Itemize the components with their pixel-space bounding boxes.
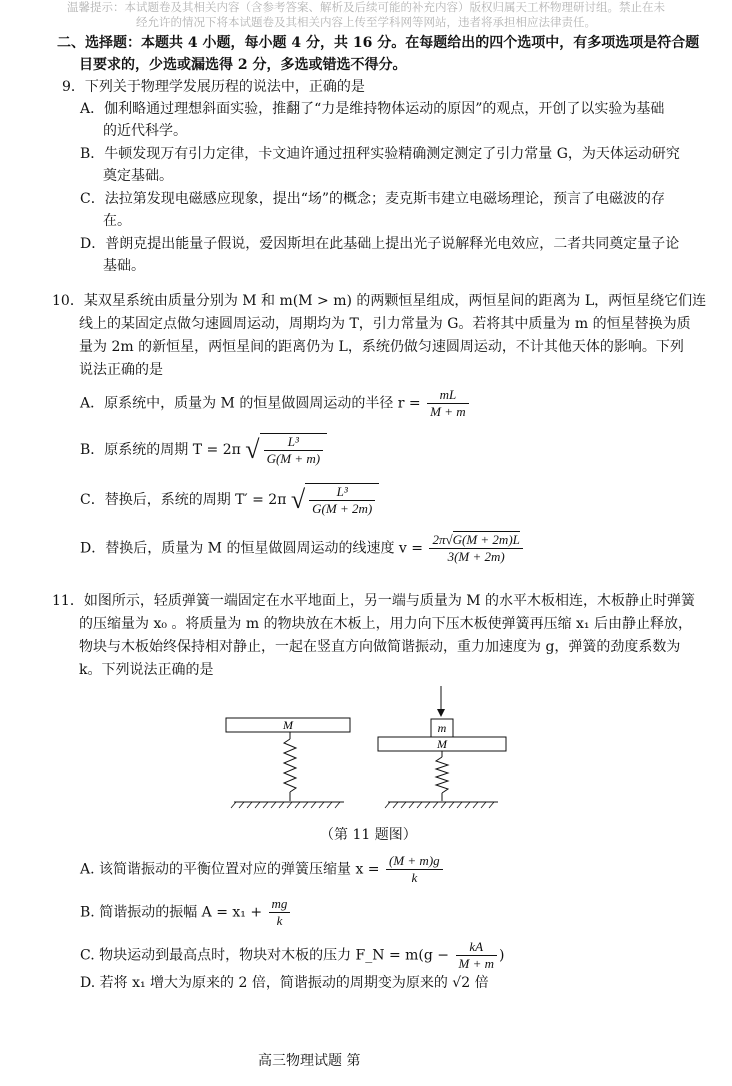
fig-force-arrowhead [437, 709, 445, 717]
q11-stem-line1: 11．如图所示，轻质弹簧一端固定在水平地面上，另一端与质量为 M 的水平木板相连，木板静止时弹簧 [52, 593, 696, 609]
q10-stem-line3: 量为 2m 的新恒星，两恒星间的距离仍为 L，系统仍做匀速圆周运动，不计其他天体的影响。下列 [79, 339, 684, 355]
q10-c-sqrt: √ $\frac{\text{L³}}{G(M + 2m)}$ [291, 483, 379, 517]
q10-c-numerator: L³ [309, 484, 375, 501]
q10-d-numerator: 2π√G(M + 2m)L [429, 532, 522, 549]
q11-c-close-paren: ) [499, 947, 505, 964]
q10-stem-line4: 说法正确的是 [79, 362, 163, 378]
q10-c-fraction [309, 484, 375, 517]
q9-option-b: B．牛顿发现万有引力定律，卡文迪许通过扭秤实验精确测定测定了引力常量 G，为天体运动研究 [80, 146, 680, 162]
page-footer: 高三物理试题 第 [258, 1053, 361, 1069]
q10-b-fraction [264, 434, 324, 467]
q10-b-sqrt: √ $\frac{\text{L³}}{G(M + m)}$ [245, 433, 327, 467]
q10-a-denominator: M + m [430, 404, 466, 419]
q10-d-text: D．替换后，质量为 M 的恒星做圆周运动的线速度 v = [80, 540, 423, 557]
q10-option-c [80, 483, 379, 517]
q10-a-fraction [427, 387, 469, 420]
section-heading: 二、选择题：本题共 4 小题，每小题 4 分，共 16 分。在每题给出的四个选项中，有多项选项是符合题 [57, 35, 700, 51]
fig-right-ground-hatch [385, 802, 494, 808]
fig-left-ground-hatch [231, 802, 340, 808]
q9-option-b-cont: 奠定基础。 [103, 168, 173, 184]
q11-figure-caption: （第 11 题图） [320, 827, 417, 843]
q11-b-fraction [269, 896, 291, 929]
q9-option-a: A．伽利略通过理想斜面实验，推翻了“力是维持物体运动的原因”的观点，开创了以实验为基础 [80, 101, 665, 117]
q9-option-d: D．普朗克提出能量子假说，爱因斯坦在此基础上提出光子说解释光电效应，二者共同奠定量子论 [80, 236, 680, 252]
q10-option-b [80, 433, 327, 467]
q11-a-numerator: (M + m)g [386, 853, 443, 870]
q11-a-denominator: k [411, 870, 418, 885]
q11-c-denominator: M + m [458, 956, 494, 971]
q11-stem-line2: 的压缩量为 x₀ 。将质量为 m 的物块放在木板上，用力向下压木板使弹簧再压缩 x₁ 后由静止释放， [79, 616, 692, 632]
q11-figure [0, 684, 732, 814]
q11-option-a [80, 853, 445, 886]
q9-option-c: C．法拉第发现电磁感应现象，提出“场”的概念；麦克斯韦建立电磁场理论，预言了电磁波的存 [80, 191, 666, 207]
q10-stem-line1: 10．某双星系统由质量分别为 M 和 m(M > m) 的两颗恒星组成，两恒星间的距离为 L，两恒星绕它们连 [52, 293, 707, 309]
q10-option-d [80, 532, 525, 565]
q10-a-text: A．原系统中，质量为 M 的恒星做圆周运动的半径 r = [80, 395, 421, 412]
q9-option-c-cont: 在。 [103, 213, 131, 229]
q11-option-b [80, 896, 292, 929]
q11-a-fraction [386, 853, 443, 886]
q11-a-text: A. 该简谐振动的平衡位置对应的弹簧压缩量 x = [80, 861, 380, 878]
fig-left-spring [284, 739, 296, 792]
q10-b-numerator: L³ [264, 434, 324, 451]
fig-left-board-label: M [283, 718, 293, 732]
q11-stem-line4: k。下列说法正确的是 [79, 662, 214, 678]
q11-b-text: B. 简谐振动的振幅 A = x₁ + [80, 904, 263, 921]
copyright-notice-line1: 温馨提示：本试题卷及其相关内容（含参考答案、解析及后续可能的补充内容）版权归属天工杯物理研讨组。禁止在未 [67, 0, 665, 14]
q11-b-numerator: mg [269, 896, 291, 913]
q11-option-d: D. 若将 x₁ 增大为原来的 2 倍，简谐振动的周期变为原来的 √2 倍 [80, 975, 489, 991]
fig-block-m-label: m [437, 721, 447, 735]
copyright-notice-line2: 经允许的情况下将本试题卷及其相关内容上传至学科网等网站，违者将承担相应法律责任。 [136, 15, 596, 29]
section-heading-cont: 目要求的，少选或漏选得 2 分，多选或错选不得分。 [79, 57, 407, 73]
q9-option-a-cont: 的近代科学。 [103, 123, 187, 139]
q10-stem-line2: 线上的某固定点做匀速圆周运动，周期均为 T，引力常量为 G。若将其中质量为 m 的恒星替换为质 [79, 316, 691, 332]
q11-c-text: C. 物块运动到最高点时，物块对木板的压力 F_N = m(g − [80, 947, 450, 964]
q10-b-text: B．原系统的周期 T = 2π [80, 442, 241, 458]
q11-stem-line3: 物块与木板始终保持相对静止，一起在竖直方向做简谐振动，重力加速度为 g，弹簧的劲度系数为 [79, 639, 681, 655]
fig-right-spring [436, 757, 448, 793]
q10-d-fraction [429, 532, 522, 565]
q10-c-denominator: G(M + 2m) [312, 501, 373, 516]
q10-c-text: C．替换后，系统的周期 T′ = 2π [80, 492, 287, 508]
q10-d-denominator: 3(M + 2m) [447, 549, 505, 564]
q11-option-c [80, 939, 504, 972]
q10-a-numerator: mL [427, 387, 469, 404]
q11-c-numerator: kA [456, 939, 498, 956]
q11-b-denominator: k [276, 913, 283, 928]
q9-stem: 9．下列关于物理学发展历程的说法中，正确的是 [62, 79, 365, 95]
q10-option-a [80, 387, 471, 420]
q11-c-fraction [456, 939, 498, 972]
q9-option-d-cont: 基础。 [103, 258, 145, 274]
q10-b-denominator: G(M + m) [266, 451, 321, 466]
fig-right-board-label: M [437, 737, 447, 751]
